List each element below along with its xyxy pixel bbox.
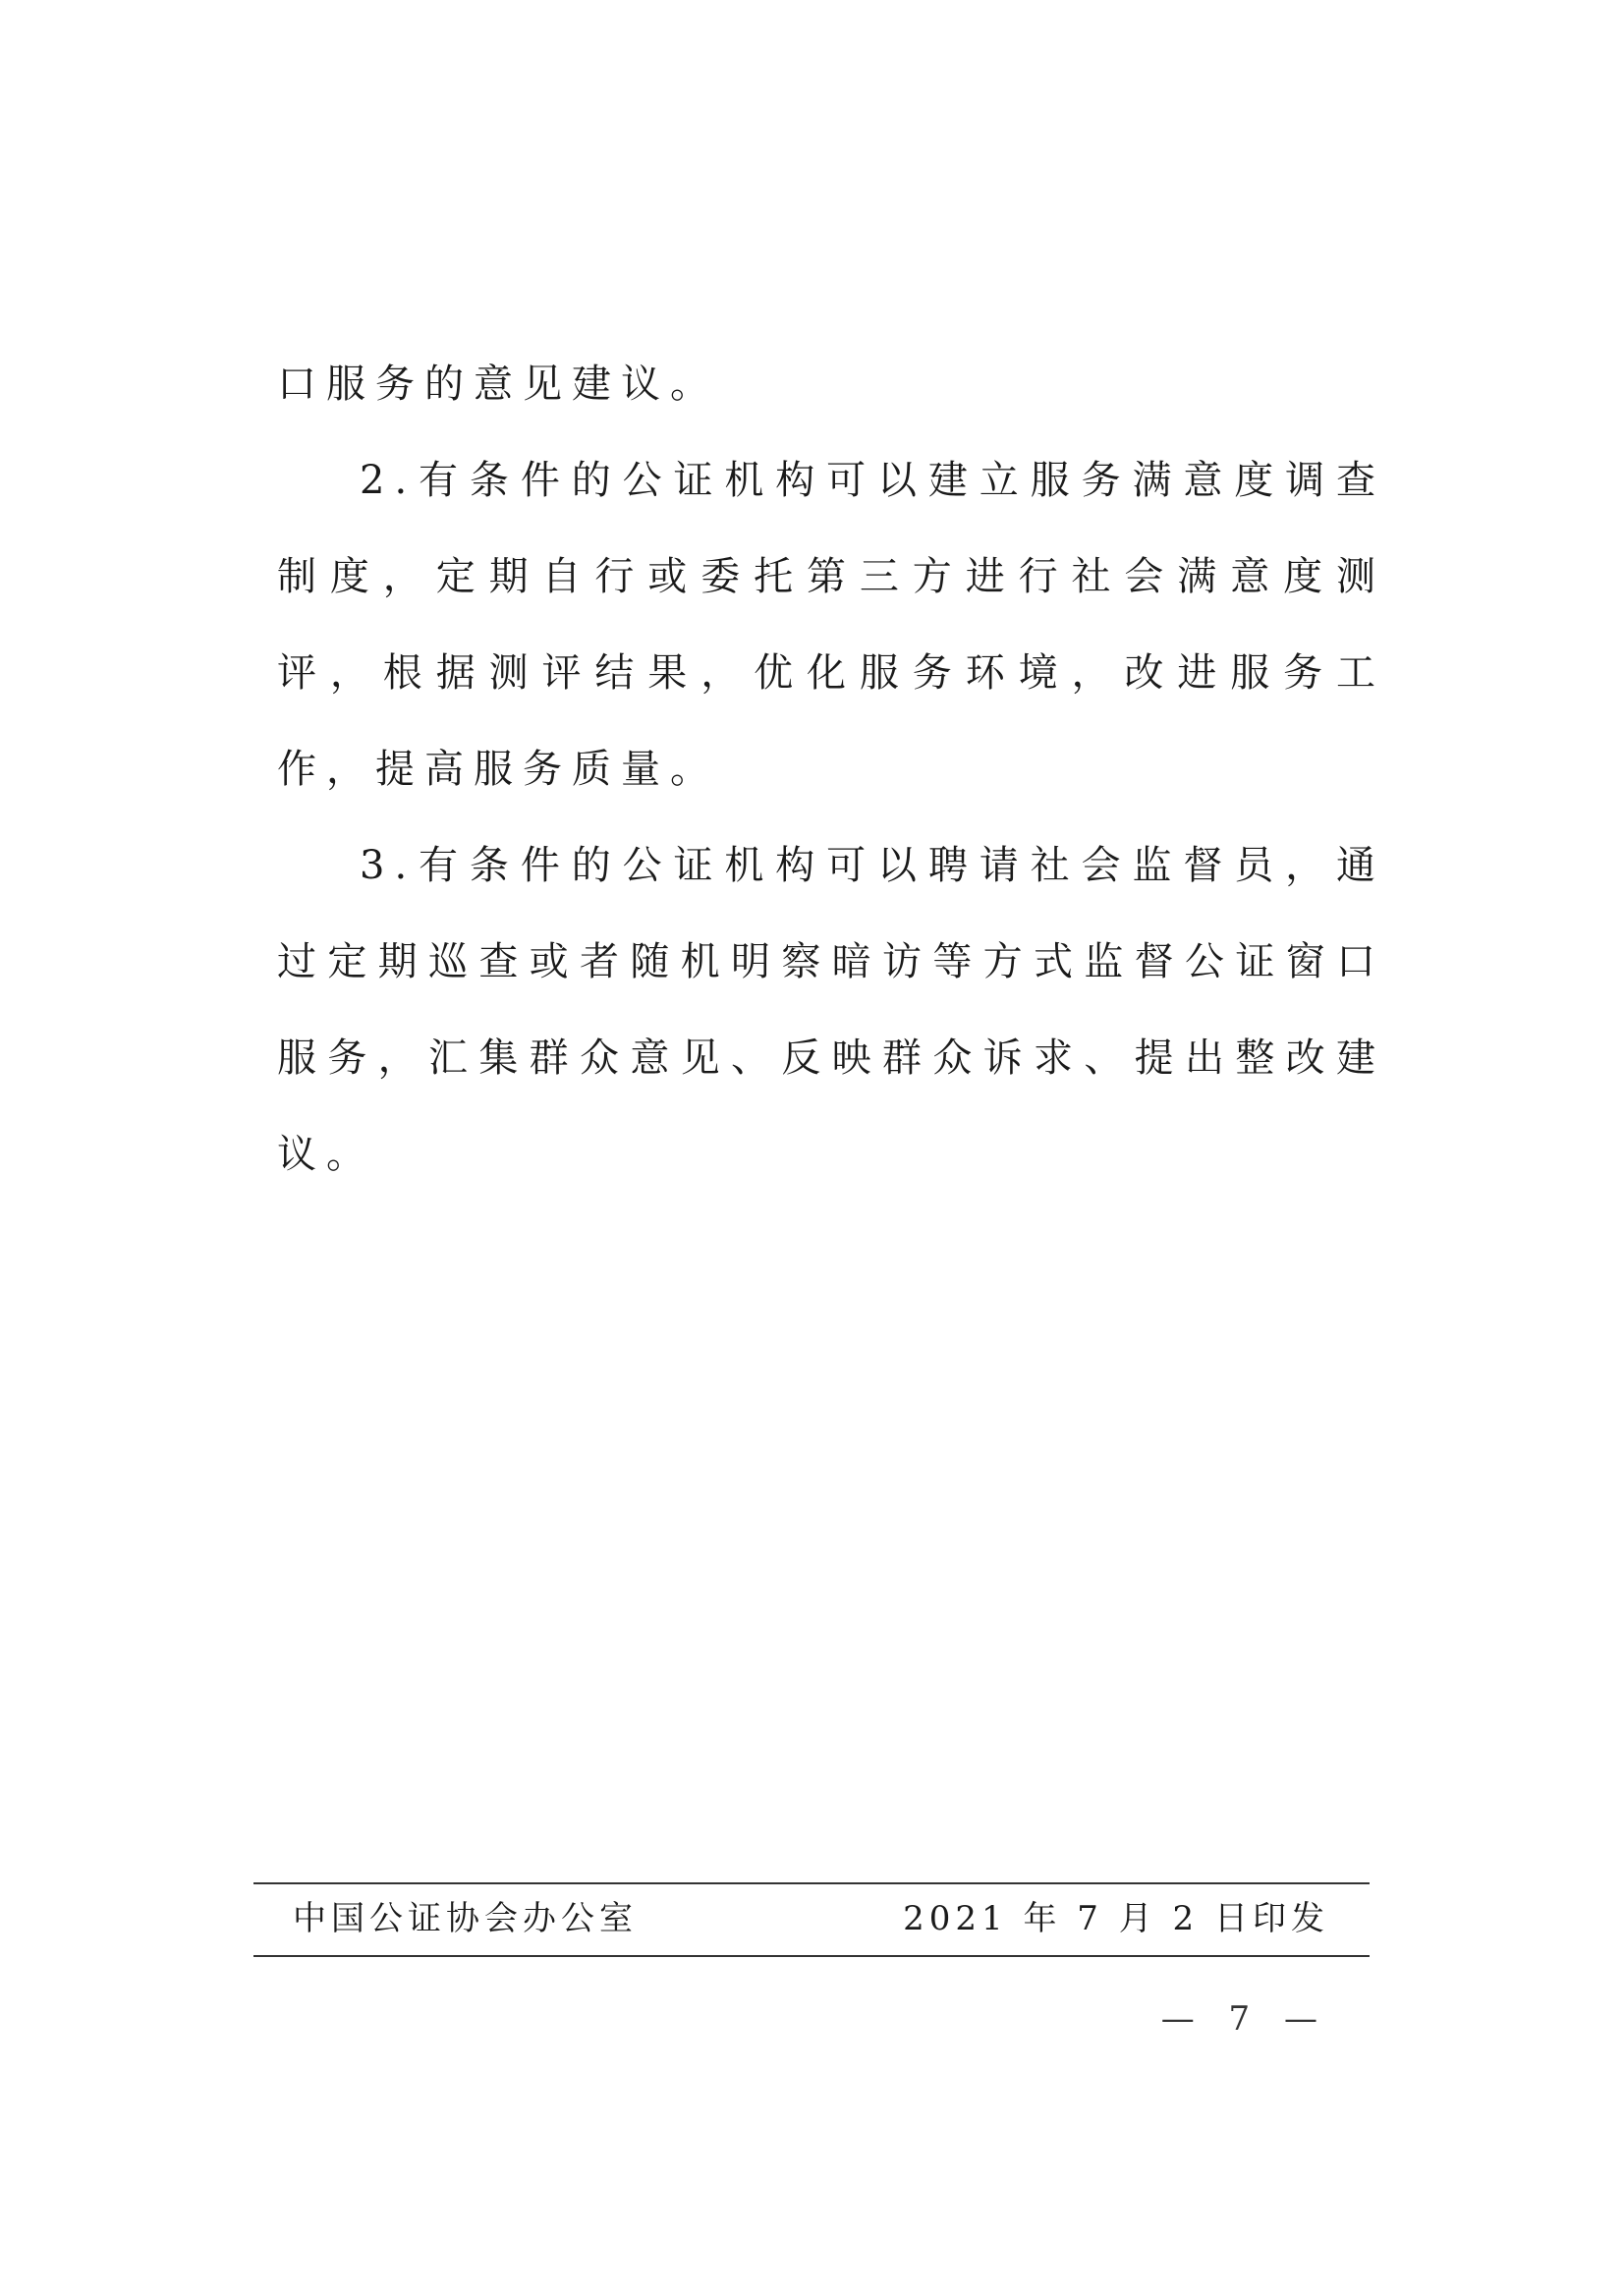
page-number: — 7 — [1160, 1999, 1329, 2039]
continuation-paragraph: 口服务的意见建议。 [277, 362, 719, 407]
item-3-paragraph: 3.有条件的公证机构可以聘请社会监督员，通过定期巡查或者随机明察暗访等方式监督公证窗口服务，汇集群众意见、反映群众诉求、提出整改建议。 [277, 843, 1385, 1177]
body-text [277, 336, 1385, 1203]
footer-top-rule [253, 1882, 1370, 1884]
footer-print-date: 2021 年 7 月 2 日印发 [903, 1899, 1329, 1938]
item-2-paragraph: 2.有条件的公证机构可以建立服务满意度调查制度，定期自行或委托第三方进行社会满意度测评，根据测评结果，优化服务环境，改进服务工作，提高服务质量。 [277, 458, 1385, 792]
footer-bottom-rule [253, 1955, 1370, 1957]
footer-issuer: 中国公证协会办公室 [293, 1899, 638, 1938]
